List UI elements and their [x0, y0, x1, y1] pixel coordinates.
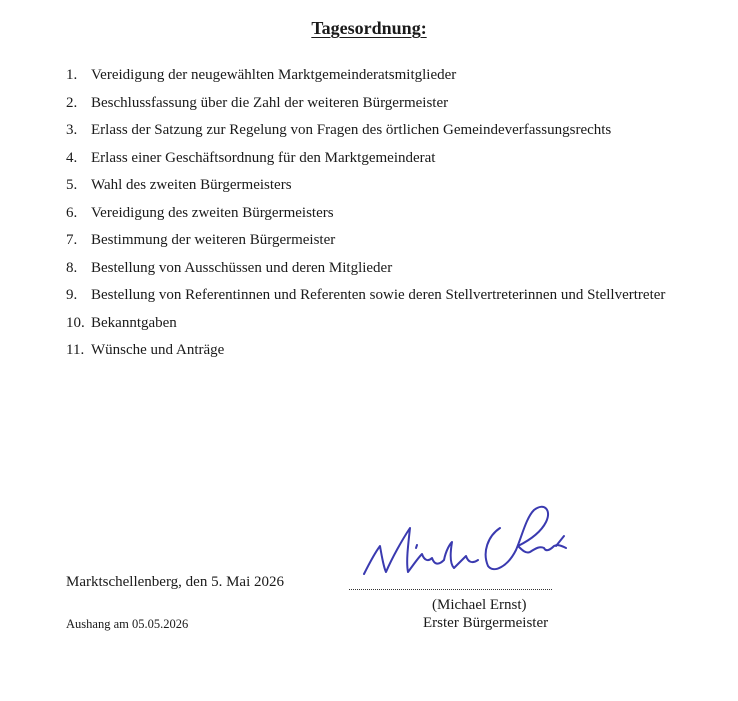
signer-name: (Michael Ernst) — [432, 597, 527, 613]
agenda-item-3 — [66, 117, 672, 145]
agenda-item-1 — [66, 62, 672, 90]
agenda-number: 6. — [66, 204, 78, 221]
agenda-item-6 — [66, 200, 672, 228]
agenda-item-5 — [66, 172, 672, 200]
agenda-number: 9. — [66, 287, 78, 303]
agenda-text: Vereidigung der neugewählten Marktgemeinderatsmitglieder — [91, 67, 457, 83]
agenda-number: 1. — [66, 67, 78, 83]
agenda-item-2 — [66, 90, 672, 118]
agenda-number: 8. — [66, 259, 78, 276]
agenda-item-7 — [66, 227, 672, 255]
agenda-number: 5. — [66, 177, 78, 193]
agenda-text: Bestimmung der weiteren Bürgermeister — [91, 232, 336, 248]
agenda-text: Erlass einer Geschäftsordnung für den Marktgemeinderat — [91, 149, 436, 166]
agenda-text: Bestellung von Referentinnen und Referenten sowie deren Stellvertreterinnen und Stellvertreter — [91, 287, 666, 303]
place-date: Marktschellenberg, den 5. Mai 2026 — [66, 574, 285, 590]
agenda-text: Vereidigung des zweiten Bürgermeisters — [91, 204, 334, 221]
handwritten-signature — [350, 488, 590, 588]
agenda-item-11 — [66, 337, 672, 365]
signer-title: Erster Bürgermeister — [423, 615, 549, 631]
agenda-item-9 — [66, 282, 672, 310]
agenda-item-10 — [66, 310, 672, 338]
signature-line — [349, 589, 552, 590]
agenda-text: Erlass der Satzung zur Regelung von Fragen des örtlichen Gemeindeverfassungsrechts — [91, 122, 612, 138]
posting-date: Aushang am 05.05.2026 — [66, 617, 189, 631]
agenda-text: Wahl des zweiten Bürgermeisters — [91, 177, 292, 193]
agenda-number: 4. — [66, 149, 78, 166]
agenda-text: Wünsche und Anträge — [91, 342, 225, 358]
agenda-number: 11. — [66, 342, 85, 358]
agenda-number: 7. — [66, 232, 78, 248]
agenda-number: 3. — [66, 122, 78, 138]
agenda-number: 2. — [66, 94, 78, 111]
agenda-text: Bestellung von Ausschüssen und deren Mitglieder — [91, 259, 393, 276]
agenda-item-4 — [66, 145, 672, 173]
agenda-item-8 — [66, 255, 672, 283]
agenda-text: Beschlussfassung über die Zahl der weiteren Bürgermeister — [91, 94, 449, 111]
page-title: Tagesordnung: — [311, 18, 427, 38]
agenda-list — [66, 62, 672, 365]
agenda-number: 10. — [66, 314, 85, 331]
agenda-text: Bekanntgaben — [91, 314, 177, 331]
